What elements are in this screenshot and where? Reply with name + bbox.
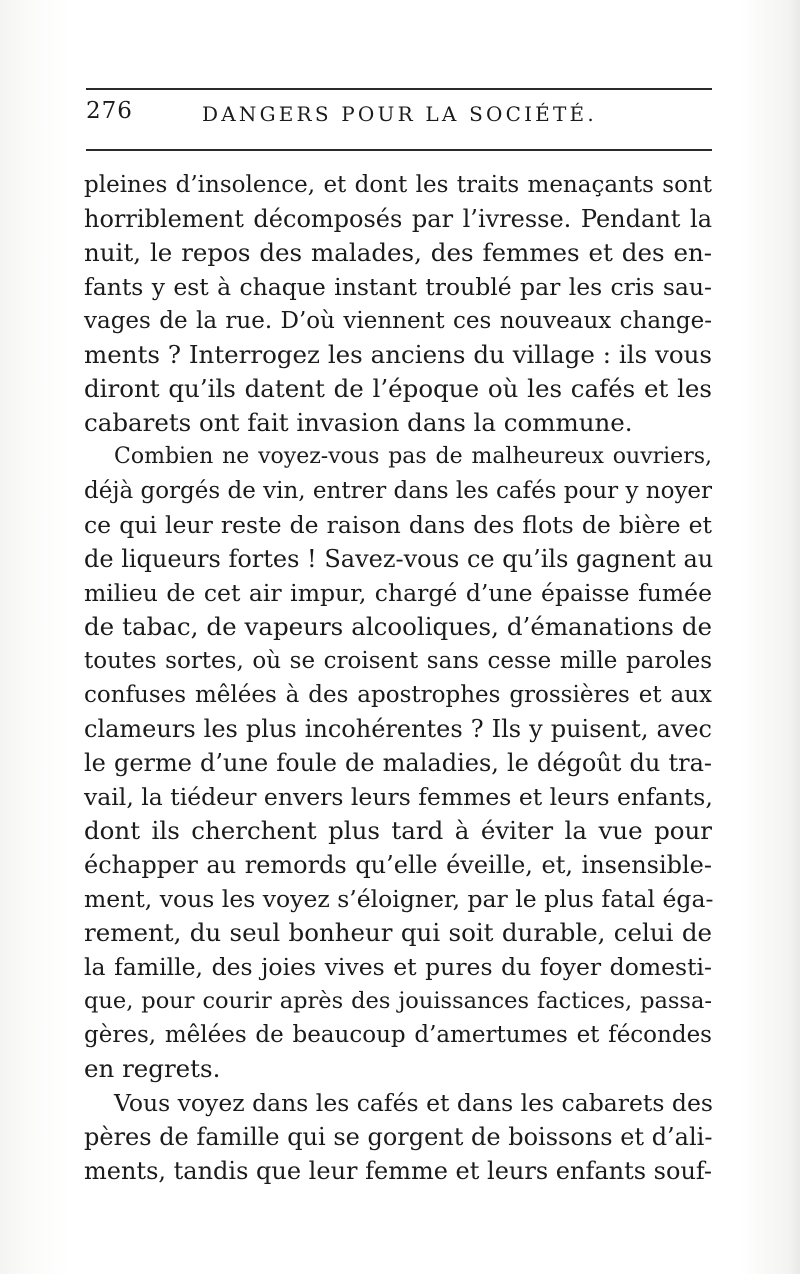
text-line: milieu de cet air impur, chargé d’une épaisse fumée	[84, 579, 712, 607]
text-line: vages de la rue. D’où viennent ces nouveaux change-	[84, 308, 712, 334]
text-line: en regrets.	[84, 1054, 221, 1083]
paragraph-start-line: Combien ne voyez-vous pas de malheureux ouvriers,	[114, 444, 712, 469]
paragraph-start-line: Vous voyez dans les cafés et dans les cabarets des	[114, 1089, 713, 1117]
text-line: pères de famille qui se gorgent de boissons et d’ali-	[84, 1123, 713, 1151]
text-line: fants y est à chaque instant troublé par les cris sau-	[84, 273, 712, 301]
text-line: diront qu’ils datent de l’époque où les cafés et les	[84, 374, 712, 403]
text-line: dont ils cherchent plus tard à éviter la vue pour	[84, 816, 712, 845]
text-line: gères, mêlées de beaucoup d’amertumes et fécondes	[84, 1022, 712, 1048]
text-line: clameurs les plus incohérentes ? Ils y puisent, avec	[84, 715, 712, 743]
text-line: rement, du seul bonheur qui soit durable, celui de	[84, 918, 712, 947]
text-line: toutes sortes, où se croisent sans cesse mille paroles	[84, 648, 712, 674]
text-line: horriblement décomposés par l’ivresse. Pendant la	[84, 205, 712, 233]
text-line: le germe d’une foule de maladies, le dégoût du tra-	[84, 749, 712, 777]
text-line: de tabac, de vapeurs alcooliques, d’émanations de	[84, 612, 712, 641]
text-line: que, pour courir après des jouissances factices, passa-	[84, 988, 712, 1014]
text-line: ments ? Interrogez les anciens du village : ils vous	[84, 340, 712, 369]
text-line: ment, vous les voyez s’éloigner, par le plus fatal éga-	[84, 885, 714, 913]
text-line: nuit, le repos des malades, des femmes et des en-	[84, 238, 712, 267]
running-head: DANGERS POUR LA SOCIÉTÉ.	[202, 102, 597, 126]
text-line: vail, la tiédeur envers leurs femmes et leurs enfants,	[84, 783, 713, 811]
header-rule-top	[86, 88, 712, 90]
text-line: cabarets ont fait invasion dans la commune.	[84, 408, 633, 437]
text-line: de liqueurs fortes ! Savez-vous ce qu’ils gagnent au	[84, 545, 714, 573]
page-number: 276	[86, 98, 133, 124]
page-header	[86, 98, 712, 138]
text-line: échapper au remords qu’elle éveille, et, insensible-	[84, 851, 712, 879]
body-text	[84, 168, 712, 1188]
text-line: pleines d’insolence, et dont les traits menaçants sont	[84, 172, 712, 198]
text-line: déjà gorgés de vin, entrer dans les cafés pour y noyer	[84, 478, 713, 504]
text-line: ce qui leur reste de raison dans des flots de bière et	[84, 511, 712, 539]
text-line: confuses mêlées à des apostrophes grossières et aux	[84, 682, 712, 708]
text-line: la famille, des joies vives et pures du foyer domesti-	[84, 953, 712, 981]
header-rule-bottom	[86, 149, 712, 151]
text-line: ments, tandis que leur femme et leurs enfants souf-	[84, 1157, 713, 1185]
